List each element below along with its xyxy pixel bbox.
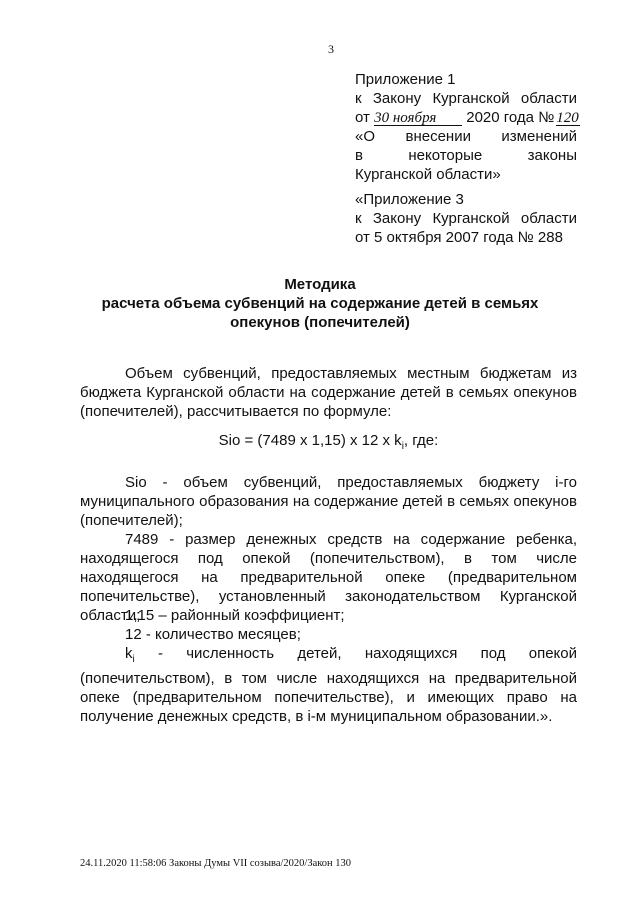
definition-coefficient: 1,15 – районный коэффициент; xyxy=(125,607,345,624)
definition-ki: $k_i$ - численность детей, находящихся под опекой (попечительством), в том числе находящихся на предварительной опеке (предварительном попечительстве), и имеющих право на получение денежных средств, в i-м муниципальном образовании.». xyxy=(80,645,577,725)
intro-paragraph: Объем субвенций, предоставляемых местным бюджетам из бюджета Курганской области на содержание детей в семьях опекунов (попечителей), рассчитывается по формуле: xyxy=(80,365,577,420)
appendix-1-law: к Закону Курганской области xyxy=(355,90,577,107)
appendix-1-law-title-2: в некоторые законы xyxy=(355,147,577,164)
appendix-1-law-title-3: Курганской области» xyxy=(355,166,501,183)
appendix-1-law-title-1: «О внесении изменений xyxy=(355,128,577,145)
appendix-3-block xyxy=(355,190,577,247)
definition-months: 12 - количество месяцев; xyxy=(125,626,301,643)
formula: Sio = (7489 x 1,15) x 12 x $k_i$, где: xyxy=(218,432,439,452)
page-number: 3 xyxy=(328,42,334,56)
appendix-1-title: Приложение 1 xyxy=(355,71,456,88)
definition-amount: 7489 - размер денежных средств на содержание ребенка, находящегося под опекой (попечительством), в том числе находящегося на предварительной опеке (предварительном попечительстве), установленный законодательством Курганской области; xyxy=(80,531,577,624)
appendix-1-date-line: от 30 ноября 2020 года № 120 xyxy=(355,109,579,126)
title-line-3: опекунов (попечителей) xyxy=(230,314,410,331)
title-line-2: расчета объема субвенций на содержание детей в семьях xyxy=(101,295,539,312)
definition-sio: Sio - объем субвенций, предоставляемых бюджету i-го муниципального образования на содержание детей в семьях опекунов (попечителей); xyxy=(80,474,577,529)
handwritten-date: 30 ноября xyxy=(374,111,462,126)
document-title xyxy=(60,275,580,332)
appendix-3-law: к Закону Курганской области xyxy=(355,210,577,227)
handwritten-law-number: 120 xyxy=(556,110,579,126)
appendix-1-block xyxy=(355,70,577,184)
appendix-3-title: «Приложение 3 xyxy=(355,191,464,208)
title-line-1: Методика xyxy=(284,276,356,293)
appendix-3-date: от 5 октября 2007 года № 288 xyxy=(355,229,563,246)
footer-stamp: 24.11.2020 11:58:06 Законы Думы VII созыва/2020/Закон 130 xyxy=(80,858,352,869)
